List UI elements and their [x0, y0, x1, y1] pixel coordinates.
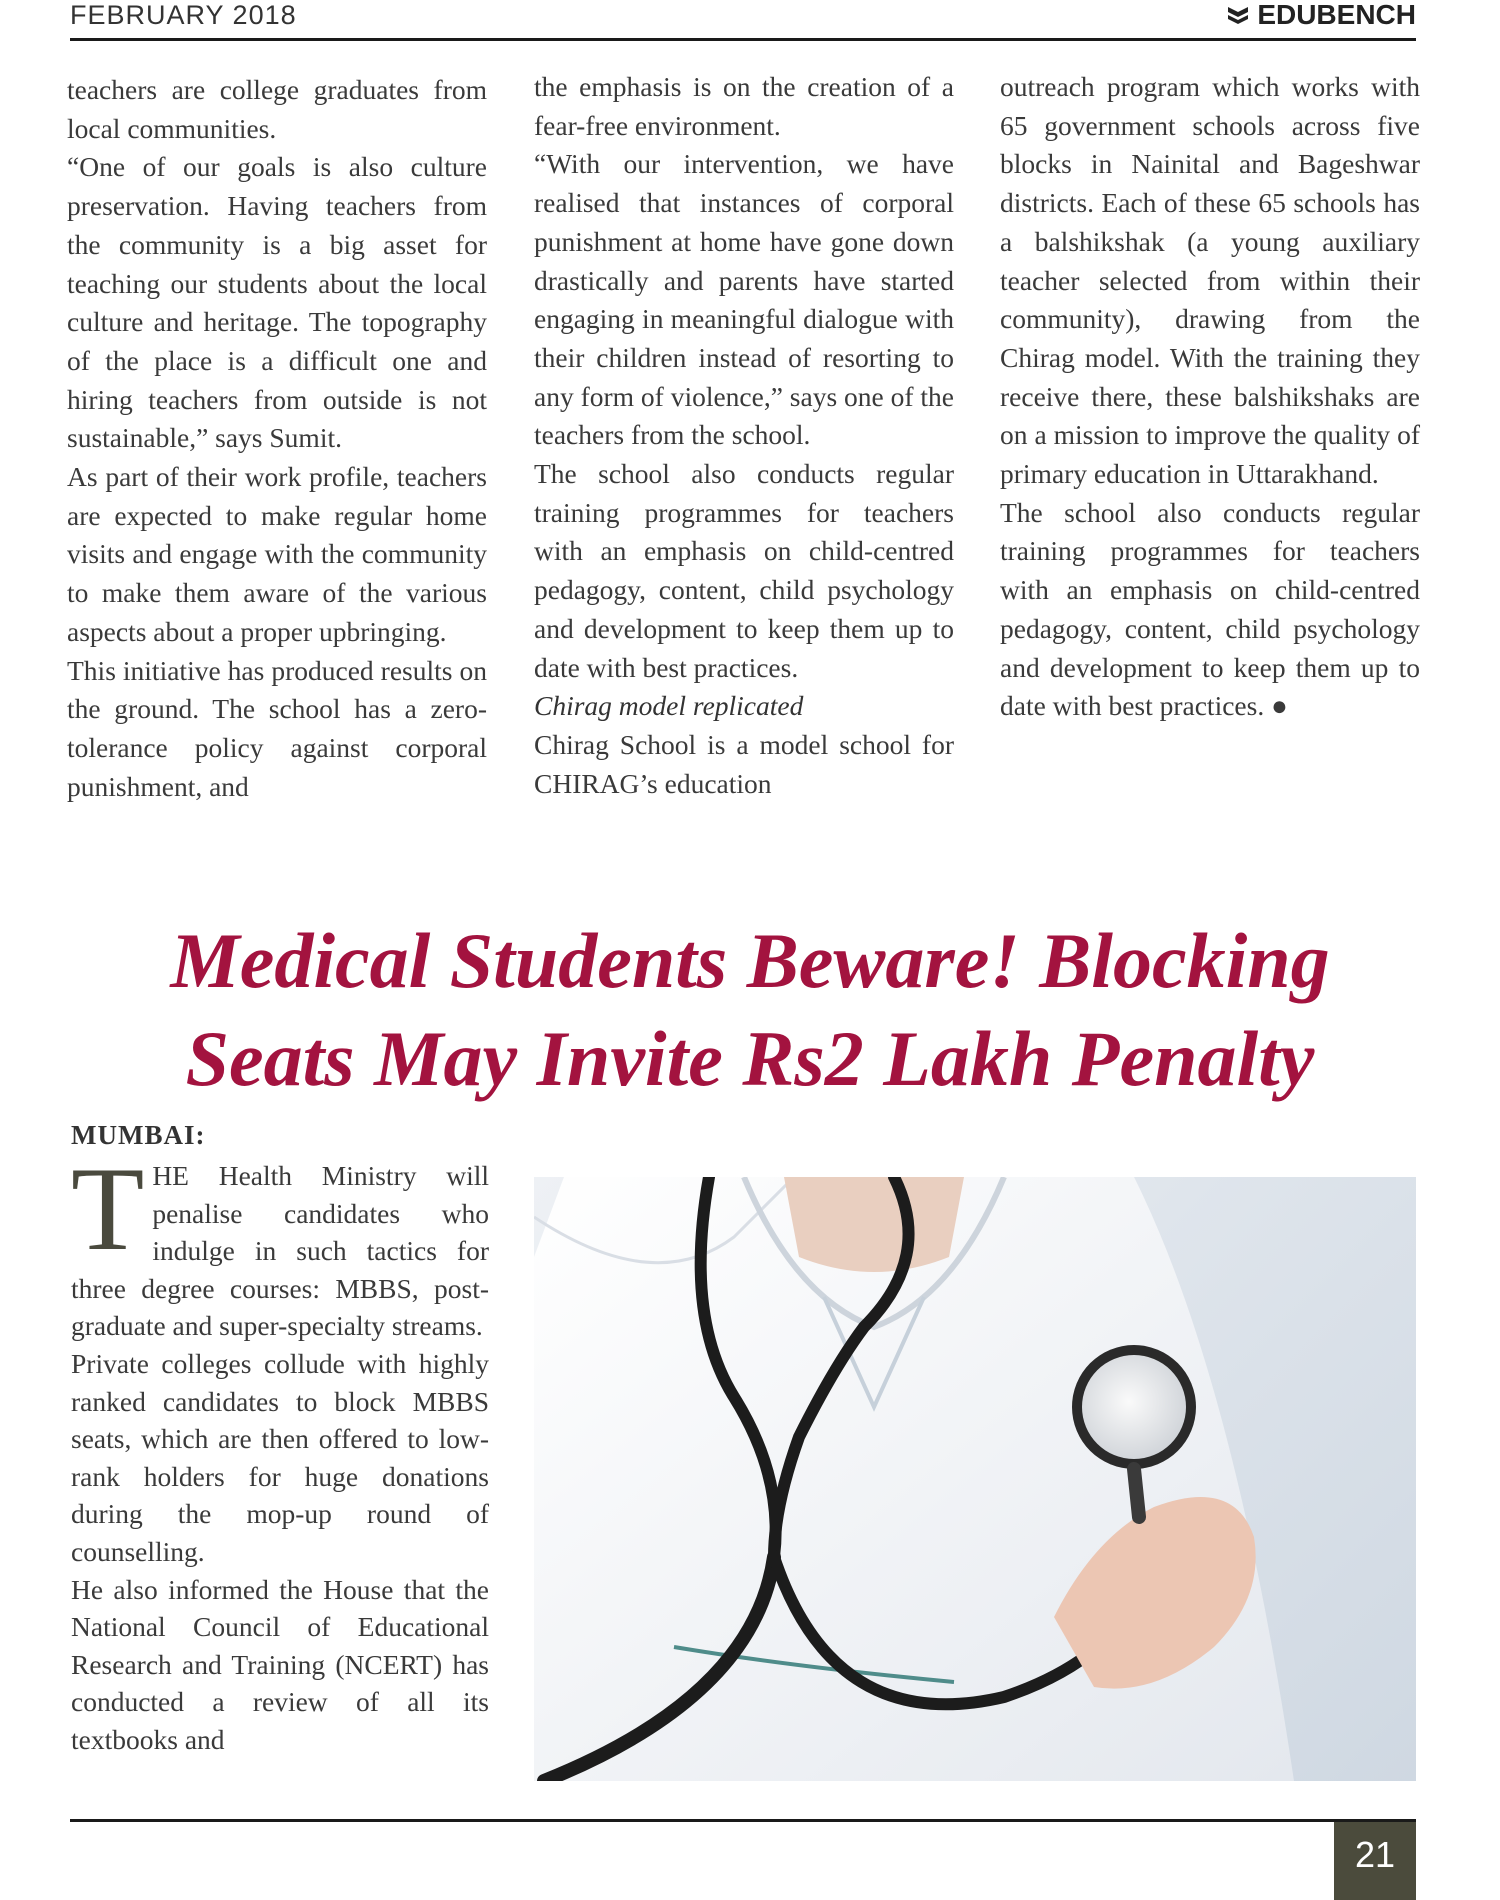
- edubench-logo-icon: [1227, 4, 1249, 26]
- headline-line-1: Medical Students Beware! Blocking: [170, 917, 1330, 1004]
- paragraph: The school also conducts regular training programmes for teachers with an emphasis on child-centred pedagogy, content, child psychology and development to keep them up to date with best practices.: [534, 458, 954, 683]
- brand: [1227, 0, 1416, 30]
- doctor-stethoscope-photo: [534, 1177, 1416, 1781]
- paragraph: outreach program which works with 65 government schools across five blocks in Nainital and Bageshwar districts. Each of these 65 schools has a balshikshak (a young auxiliary teacher selected from within their community), drawing from the Chirag model. With the training they receive there, these balshikshaks are on a mission to improve the quality of primary education in Uttarakhand.: [1000, 71, 1420, 490]
- paragraph: He also informed the House that the National Council of Educational Research and Training (NCERT) has conducted a review of all its textbooks and: [71, 1573, 489, 1755]
- article-column-1: [67, 71, 487, 806]
- paragraph: The school also conducts regular training programmes for teachers with an emphasis on child-centred pedagogy, content, child psychology and development to keep them up to date with best practices. ●: [1000, 496, 1420, 722]
- article-column-3: [1000, 68, 1420, 726]
- paragraph: [71, 1142, 489, 1345]
- paragraph: This initiative has produced results on the ground. The school has a zero-tolerance policy against corporal punishment, and: [67, 654, 487, 802]
- drop-cap: T: [71, 1142, 145, 1275]
- lead-article-column: [71, 1142, 489, 1759]
- brand-name: EDUBENCH: [1257, 0, 1416, 30]
- dateline: MUMBAI:: [71, 1120, 206, 1150]
- paragraph: Chirag School is a model school for CHIRAG’s education: [534, 728, 954, 799]
- issue-date: FEBRUARY 2018: [70, 0, 297, 30]
- paragraph: teachers are college graduates from local communities.: [67, 74, 487, 144]
- section-subhead: Chirag model replicated: [534, 690, 804, 722]
- paragraph: “One of our goals is also culture preservation. Having teachers from the community is a big asset for teaching our students about the local culture and heritage. The topography of the place is a difficult one and hiring teachers from outside is not sustainable,” says Sumit.: [67, 151, 487, 454]
- article-headline: [60, 912, 1440, 1108]
- paragraph: “With our intervention, we have realised that instances of corporal punishment at home have gone down drastically and parents have started engaging in meaningful dialogue with their children instead of resorting to any form of violence,” says one of the teachers from the school.: [534, 148, 954, 451]
- footer-rule: [70, 1819, 1416, 1822]
- article-column-2: [534, 68, 954, 803]
- stethoscope-icon: [534, 1177, 1416, 1781]
- paragraph: As part of their work profile, teachers are expected to make regular home visits and engage with the community to make them aware of the various aspects about a proper upbringing.: [67, 461, 487, 647]
- paragraph: the emphasis is on the creation of a fear-free environment.: [534, 71, 954, 141]
- page-header: [70, 0, 1416, 41]
- paragraph: Private colleges collude with highly ranked candidates to block MBBS seats, which are then offered to low-rank holders for huge donations during the mop-up round of counselling.: [71, 1347, 489, 1567]
- headline-line-2: Seats May Invite Rs2 Lakh Penalty: [185, 1015, 1315, 1102]
- page-number: 21: [1334, 1822, 1416, 1900]
- lead-text: HE Health Ministry will penalise candidates who indulge in such tactics for three degree courses: MBBS, post-graduate and super-specialty streams.: [71, 1160, 489, 1342]
